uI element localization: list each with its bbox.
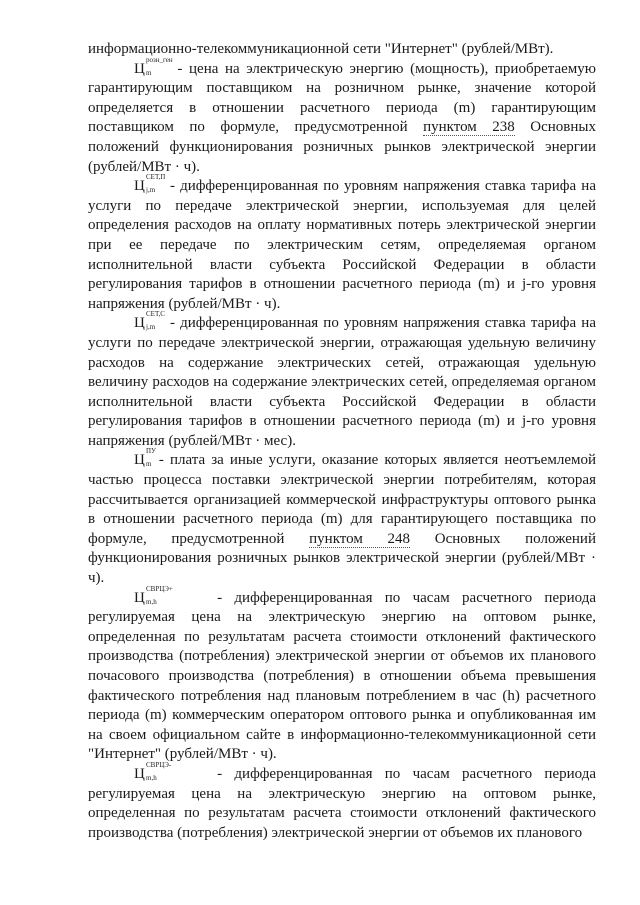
subscript: m <box>146 68 152 77</box>
definition-transmission-losses <box>88 173 596 314</box>
superscript: ПУ <box>146 447 157 456</box>
formula-symbol: Ц СЕТ,П j,m <box>134 173 166 195</box>
superscript: СЕТ,П <box>146 173 166 182</box>
subscript: m <box>146 460 152 469</box>
formula-symbol: Ц розн_ген m <box>134 55 173 77</box>
definition-text: - цена на электрическую энергию (мощность), приобретаемую гарантирующим поставщиком на розничном рынке, значение которой определяется в отношении расчетного периода (m) гарантирующим поставщиком по формуле, предусмотренной <box>88 60 596 136</box>
formula-symbol: Ц СЕТ,С j,m <box>134 310 165 332</box>
subscript: m,h <box>146 597 157 606</box>
subscript: j,m <box>146 186 156 195</box>
text-line: информационно-телекоммуникационной сети "Интернет" (рублей/МВт). <box>88 41 554 57</box>
formula-symbol: Ц СВРЦЭ+ m,h <box>134 584 173 606</box>
formula-symbol: Ц СВРЦЭ- m,h <box>134 760 172 782</box>
subscript: m,h <box>146 773 157 782</box>
definition-text: Основных положений функционирования розничных рынков электрической энергии (рублей/МВт · ч). <box>88 119 596 175</box>
definition-other-services <box>88 447 596 588</box>
formula-symbol: Ц ПУ m <box>134 447 157 469</box>
subscript: j,m <box>146 323 156 332</box>
definition-text: - дифференцированная по часам расчетного периода регулируемая цена на электрическую энергию на оптовом рынке, определенная по результатам расчета стоимости отклонений фактического производства (потребления) электрической энергии от объемов их планового почасового производства (потребления) в отношении объема превышения фактического потребления над плановым потреблением в час (h) расчетного периода (m) коммерческим оператором оптового рынка и опубликованная им на своем официальном сайте в информационно-телекоммуникационной сети "Интернет" (рублей/МВт · ч). <box>88 589 596 763</box>
superscript: розн_ген <box>146 55 173 64</box>
definition-text: - дифференцированная по уровням напряжения ставка тарифа на услуги по передаче электрической энергии, отражающая удельную величину расходов на содержание электрических сетей, отражающая удельную величину расходов на содержание электрических сетей, определяемая органом исполнительной власти субъекта Российской Федерации в области регулирования тарифов в отношении расчетного периода (m) и j-го уровня напряжения (рублей/МВт · мес). <box>88 315 596 449</box>
definition-deviation-price-minus <box>88 760 596 843</box>
definition-text: Основных положений функционирования розничных рынков электрической энергии (рублей/МВт · ч). <box>88 530 596 587</box>
definition-text: - плата за иные услуги, оказание которых является неотъемлемой частью процесса поставки электрической энергии потребителям, которая рассчитывается организацией коммерческой инфраструктуры оптового рынка в отношении расчетного периода (m) для гарантирующего поставщика по формуле, предусмотренной <box>88 452 596 547</box>
definition-grid-maintenance <box>88 310 596 451</box>
superscript: СВРЦЭ+ <box>146 584 173 593</box>
link-clause-248[interactable]: пунктом 248 <box>309 530 411 547</box>
link-clause-238[interactable]: пунктом 238 <box>423 119 515 136</box>
definition-text: - дифференцированная по часам расчетного периода регулируемая цена на электрическую энергию на оптовом рынке, определенная по результатам расчета стоимости отклонений фактического производства (потребления) электрической энергии от объемов их планового <box>88 765 596 841</box>
document-page <box>88 40 596 843</box>
definition-deviation-price-plus <box>88 584 596 765</box>
definition-text: - дифференцированная по уровням напряжения ставка тарифа на услуги по передаче электрической энергии, используемая для целей определения расходов на оплату нормативных потерь электрической энергии при ее передаче по электрическим сетям, определяемая органом исполнительной власти субъекта Российской Федерации в области регулирования тарифов в отношении расчетного периода (m) и j-го уровня напряжения (рублей/МВт · ч). <box>88 178 596 312</box>
superscript: СВРЦЭ- <box>146 760 172 769</box>
superscript: СЕТ,С <box>146 310 165 319</box>
definition-retail-price <box>88 55 596 178</box>
